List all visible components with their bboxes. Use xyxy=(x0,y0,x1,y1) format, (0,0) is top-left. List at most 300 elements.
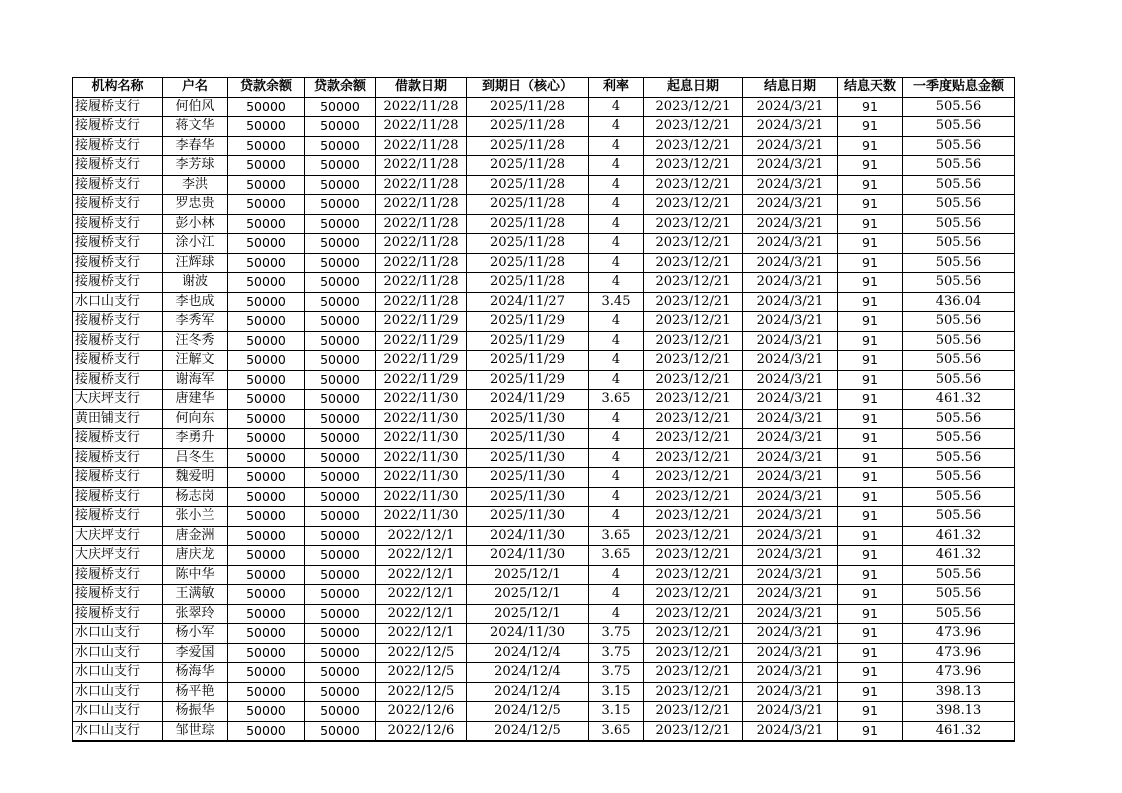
interest-start-cell: 2023/12/21 xyxy=(644,643,743,663)
table-row xyxy=(73,390,1015,410)
days-cell: 91 xyxy=(838,331,903,351)
interest-end-cell: 2024/3/21 xyxy=(743,370,838,390)
loan-date-cell: 2022/11/30 xyxy=(376,507,467,527)
rate-cell: 4 xyxy=(589,585,644,605)
days-cell: 91 xyxy=(838,468,903,488)
org-cell: 接履桥支行 xyxy=(73,565,163,585)
interest-end-cell: 2024/3/21 xyxy=(743,682,838,702)
interest-end-cell: 2024/3/21 xyxy=(743,273,838,293)
table-header xyxy=(73,78,1015,98)
maturity-date-cell: 2025/11/29 xyxy=(467,312,589,332)
account-name-cell: 何伯风 xyxy=(163,97,228,117)
subsidy-amount-cell: 505.56 xyxy=(903,565,1015,585)
loan-balance-cell: 50000 xyxy=(228,117,305,137)
loan-balance-2-cell: 50000 xyxy=(305,195,376,215)
rate-cell: 4 xyxy=(589,429,644,449)
loan-balance-cell: 50000 xyxy=(228,97,305,117)
maturity-date-cell: 2024/12/4 xyxy=(467,643,589,663)
rate-cell: 4 xyxy=(589,273,644,293)
loan-balance-2-cell: 50000 xyxy=(305,507,376,527)
loan-balance-2-cell: 50000 xyxy=(305,429,376,449)
loan-date-cell: 2022/11/30 xyxy=(376,429,467,449)
rate-cell: 4 xyxy=(589,175,644,195)
account-name-cell: 涂小江 xyxy=(163,234,228,254)
loan-balance-2-cell: 50000 xyxy=(305,468,376,488)
interest-end-cell: 2024/3/21 xyxy=(743,585,838,605)
interest-end-cell: 2024/3/21 xyxy=(743,565,838,585)
interest-end-cell: 2024/3/21 xyxy=(743,97,838,117)
account-name-cell: 汪解文 xyxy=(163,351,228,371)
maturity-date-cell: 2024/12/5 xyxy=(467,702,589,722)
rate-cell: 4 xyxy=(589,136,644,156)
interest-start-cell: 2023/12/21 xyxy=(644,585,743,605)
table-row xyxy=(73,331,1015,351)
loan-balance-cell: 50000 xyxy=(228,253,305,273)
col-header-interest-start: 起息日期 xyxy=(644,78,743,98)
interest-end-cell: 2024/3/21 xyxy=(743,117,838,137)
col-header-interest-end: 结息日期 xyxy=(743,78,838,98)
maturity-date-cell: 2024/12/5 xyxy=(467,721,589,741)
maturity-date-cell: 2025/11/28 xyxy=(467,156,589,176)
org-cell: 水口山支行 xyxy=(73,682,163,702)
loan-balance-cell: 50000 xyxy=(228,585,305,605)
rate-cell: 4 xyxy=(589,331,644,351)
days-cell: 91 xyxy=(838,253,903,273)
org-cell: 水口山支行 xyxy=(73,643,163,663)
maturity-date-cell: 2025/12/1 xyxy=(467,604,589,624)
table-row xyxy=(73,585,1015,605)
account-name-cell: 李也成 xyxy=(163,292,228,312)
subsidy-amount-cell: 505.56 xyxy=(903,604,1015,624)
loan-balance-2-cell: 50000 xyxy=(305,370,376,390)
loan-date-cell: 2022/12/1 xyxy=(376,624,467,644)
interest-start-cell: 2023/12/21 xyxy=(644,507,743,527)
col-header-days: 结息天数 xyxy=(838,78,903,98)
interest-start-cell: 2023/12/21 xyxy=(644,702,743,722)
rate-cell: 3.65 xyxy=(589,546,644,566)
subsidy-amount-cell: 473.96 xyxy=(903,624,1015,644)
days-cell: 91 xyxy=(838,117,903,137)
maturity-date-cell: 2025/11/28 xyxy=(467,175,589,195)
subsidy-amount-cell: 505.56 xyxy=(903,136,1015,156)
interest-end-cell: 2024/3/21 xyxy=(743,604,838,624)
col-header-rate: 利率 xyxy=(589,78,644,98)
loan-date-cell: 2022/11/28 xyxy=(376,214,467,234)
org-cell: 接履桥支行 xyxy=(73,97,163,117)
loan-balance-cell: 50000 xyxy=(228,429,305,449)
rate-cell: 4 xyxy=(589,370,644,390)
loan-balance-2-cell: 50000 xyxy=(305,117,376,137)
interest-end-cell: 2024/3/21 xyxy=(743,156,838,176)
loan-balance-cell: 50000 xyxy=(228,214,305,234)
account-name-cell: 陈中华 xyxy=(163,565,228,585)
interest-end-cell: 2024/3/21 xyxy=(743,409,838,429)
col-header-subsidy-amount: 一季度贴息金额 xyxy=(903,78,1015,98)
rate-cell: 3.75 xyxy=(589,643,644,663)
rate-cell: 4 xyxy=(589,214,644,234)
interest-start-cell: 2023/12/21 xyxy=(644,448,743,468)
subsidy-amount-cell: 505.56 xyxy=(903,195,1015,215)
loan-date-cell: 2022/11/29 xyxy=(376,312,467,332)
subsidy-amount-cell: 505.56 xyxy=(903,331,1015,351)
org-cell: 水口山支行 xyxy=(73,721,163,741)
maturity-date-cell: 2025/11/28 xyxy=(467,97,589,117)
subsidy-amount-cell: 505.56 xyxy=(903,370,1015,390)
loan-date-cell: 2022/12/1 xyxy=(376,526,467,546)
account-name-cell: 罗忠贵 xyxy=(163,195,228,215)
loan-date-cell: 2022/11/28 xyxy=(376,195,467,215)
interest-start-cell: 2023/12/21 xyxy=(644,370,743,390)
subsidy-amount-cell: 461.32 xyxy=(903,546,1015,566)
maturity-date-cell: 2025/11/30 xyxy=(467,409,589,429)
loan-balance-2-cell: 50000 xyxy=(305,253,376,273)
rate-cell: 4 xyxy=(589,312,644,332)
loan-date-cell: 2022/11/29 xyxy=(376,351,467,371)
maturity-date-cell: 2025/11/28 xyxy=(467,214,589,234)
interest-end-cell: 2024/3/21 xyxy=(743,526,838,546)
subsidy-amount-cell: 461.32 xyxy=(903,390,1015,410)
table-row xyxy=(73,156,1015,176)
days-cell: 91 xyxy=(838,273,903,293)
loan-balance-2-cell: 50000 xyxy=(305,175,376,195)
subsidy-amount-cell: 505.56 xyxy=(903,448,1015,468)
interest-end-cell: 2024/3/21 xyxy=(743,234,838,254)
days-cell: 91 xyxy=(838,351,903,371)
account-name-cell: 杨海华 xyxy=(163,663,228,683)
maturity-date-cell: 2025/12/1 xyxy=(467,565,589,585)
rate-cell: 4 xyxy=(589,507,644,527)
maturity-date-cell: 2024/11/30 xyxy=(467,624,589,644)
interest-start-cell: 2023/12/21 xyxy=(644,214,743,234)
table-row xyxy=(73,682,1015,702)
interest-start-cell: 2023/12/21 xyxy=(644,546,743,566)
days-cell: 91 xyxy=(838,546,903,566)
interest-end-cell: 2024/3/21 xyxy=(743,702,838,722)
days-cell: 91 xyxy=(838,721,903,741)
loan-date-cell: 2022/11/30 xyxy=(376,468,467,488)
subsidy-amount-cell: 398.13 xyxy=(903,682,1015,702)
table-row xyxy=(73,643,1015,663)
account-name-cell: 唐金洲 xyxy=(163,526,228,546)
days-cell: 91 xyxy=(838,487,903,507)
loan-balance-2-cell: 50000 xyxy=(305,156,376,176)
loan-balance-2-cell: 50000 xyxy=(305,292,376,312)
org-cell: 接履桥支行 xyxy=(73,195,163,215)
table-row xyxy=(73,97,1015,117)
subsidy-amount-cell: 505.56 xyxy=(903,117,1015,137)
org-cell: 接履桥支行 xyxy=(73,604,163,624)
subsidy-amount-cell: 505.56 xyxy=(903,351,1015,371)
account-name-cell: 杨小军 xyxy=(163,624,228,644)
loan-date-cell: 2022/11/28 xyxy=(376,117,467,137)
interest-end-cell: 2024/3/21 xyxy=(743,429,838,449)
org-cell: 水口山支行 xyxy=(73,624,163,644)
org-cell: 接履桥支行 xyxy=(73,448,163,468)
interest-start-cell: 2023/12/21 xyxy=(644,195,743,215)
subsidy-amount-cell: 505.56 xyxy=(903,175,1015,195)
table-row xyxy=(73,565,1015,585)
subsidy-amount-cell: 473.96 xyxy=(903,643,1015,663)
interest-start-cell: 2023/12/21 xyxy=(644,292,743,312)
table-row xyxy=(73,487,1015,507)
subsidy-amount-cell: 505.56 xyxy=(903,312,1015,332)
loan-balance-cell: 50000 xyxy=(228,292,305,312)
interest-start-cell: 2023/12/21 xyxy=(644,175,743,195)
account-name-cell: 杨志岗 xyxy=(163,487,228,507)
account-name-cell: 邹世琮 xyxy=(163,721,228,741)
interest-end-cell: 2024/3/21 xyxy=(743,390,838,410)
maturity-date-cell: 2025/11/30 xyxy=(467,507,589,527)
days-cell: 91 xyxy=(838,526,903,546)
org-cell: 接履桥支行 xyxy=(73,331,163,351)
rate-cell: 3.45 xyxy=(589,292,644,312)
rate-cell: 4 xyxy=(589,604,644,624)
col-header-maturity-date: 到期日（核心） xyxy=(467,78,589,98)
org-cell: 接履桥支行 xyxy=(73,156,163,176)
days-cell: 91 xyxy=(838,97,903,117)
account-name-cell: 唐庆龙 xyxy=(163,546,228,566)
col-header-org: 机构名称 xyxy=(73,78,163,98)
interest-start-cell: 2023/12/21 xyxy=(644,156,743,176)
loan-balance-2-cell: 50000 xyxy=(305,585,376,605)
table-row xyxy=(73,351,1015,371)
loan-balance-2-cell: 50000 xyxy=(305,97,376,117)
loan-balance-2-cell: 50000 xyxy=(305,214,376,234)
interest-start-cell: 2023/12/21 xyxy=(644,234,743,254)
rate-cell: 4 xyxy=(589,448,644,468)
rate-cell: 4 xyxy=(589,234,644,254)
loan-balance-cell: 50000 xyxy=(228,487,305,507)
days-cell: 91 xyxy=(838,585,903,605)
loan-balance-cell: 50000 xyxy=(228,312,305,332)
org-cell: 接履桥支行 xyxy=(73,468,163,488)
loan-date-cell: 2022/11/28 xyxy=(376,292,467,312)
header-row xyxy=(73,78,1015,98)
org-cell: 接履桥支行 xyxy=(73,429,163,449)
loan-balance-2-cell: 50000 xyxy=(305,390,376,410)
loan-date-cell: 2022/11/28 xyxy=(376,175,467,195)
subsidy-amount-cell: 505.56 xyxy=(903,214,1015,234)
account-name-cell: 谢海军 xyxy=(163,370,228,390)
interest-start-cell: 2023/12/21 xyxy=(644,253,743,273)
interest-end-cell: 2024/3/21 xyxy=(743,643,838,663)
loan-balance-cell: 50000 xyxy=(228,663,305,683)
interest-start-cell: 2023/12/21 xyxy=(644,565,743,585)
rate-cell: 3.65 xyxy=(589,721,644,741)
loan-balance-cell: 50000 xyxy=(228,351,305,371)
rate-cell: 4 xyxy=(589,97,644,117)
table-body xyxy=(73,97,1015,741)
loan-balance-cell: 50000 xyxy=(228,409,305,429)
loan-balance-cell: 50000 xyxy=(228,370,305,390)
org-cell: 大庆坪支行 xyxy=(73,526,163,546)
account-name-cell: 张小兰 xyxy=(163,507,228,527)
days-cell: 91 xyxy=(838,195,903,215)
table-row xyxy=(73,526,1015,546)
loan-date-cell: 2022/12/1 xyxy=(376,565,467,585)
loan-date-cell: 2022/12/1 xyxy=(376,604,467,624)
maturity-date-cell: 2025/11/28 xyxy=(467,195,589,215)
interest-end-cell: 2024/3/21 xyxy=(743,546,838,566)
maturity-date-cell: 2025/11/28 xyxy=(467,253,589,273)
col-header-loan-balance-2: 贷款余额 xyxy=(305,78,376,98)
loan-date-cell: 2022/11/30 xyxy=(376,448,467,468)
loan-date-cell: 2022/12/1 xyxy=(376,546,467,566)
loan-balance-cell: 50000 xyxy=(228,526,305,546)
loan-balance-2-cell: 50000 xyxy=(305,624,376,644)
maturity-date-cell: 2025/11/29 xyxy=(467,331,589,351)
interest-end-cell: 2024/3/21 xyxy=(743,663,838,683)
table-row xyxy=(73,136,1015,156)
loan-balance-2-cell: 50000 xyxy=(305,312,376,332)
loan-balance-2-cell: 50000 xyxy=(305,565,376,585)
maturity-date-cell: 2025/11/28 xyxy=(467,273,589,293)
maturity-date-cell: 2025/11/29 xyxy=(467,351,589,371)
account-name-cell: 汪辉球 xyxy=(163,253,228,273)
loan-balance-cell: 50000 xyxy=(228,273,305,293)
account-name-cell: 杨振华 xyxy=(163,702,228,722)
subsidy-amount-cell: 505.56 xyxy=(903,468,1015,488)
loan-balance-2-cell: 50000 xyxy=(305,682,376,702)
rate-cell: 3.15 xyxy=(589,682,644,702)
maturity-date-cell: 2024/12/4 xyxy=(467,663,589,683)
interest-start-cell: 2023/12/21 xyxy=(644,682,743,702)
org-cell: 水口山支行 xyxy=(73,702,163,722)
loan-balance-cell: 50000 xyxy=(228,195,305,215)
org-cell: 水口山支行 xyxy=(73,663,163,683)
col-header-account-name: 户名 xyxy=(163,78,228,98)
interest-start-cell: 2023/12/21 xyxy=(644,429,743,449)
interest-end-cell: 2024/3/21 xyxy=(743,195,838,215)
loan-balance-cell: 50000 xyxy=(228,624,305,644)
maturity-date-cell: 2024/11/30 xyxy=(467,526,589,546)
account-name-cell: 李洪 xyxy=(163,175,228,195)
table-row xyxy=(73,702,1015,722)
account-name-cell: 彭小林 xyxy=(163,214,228,234)
loan-balance-cell: 50000 xyxy=(228,507,305,527)
interest-start-cell: 2023/12/21 xyxy=(644,312,743,332)
days-cell: 91 xyxy=(838,429,903,449)
rate-cell: 3.75 xyxy=(589,624,644,644)
table-row xyxy=(73,604,1015,624)
loan-balance-2-cell: 50000 xyxy=(305,702,376,722)
rate-cell: 4 xyxy=(589,195,644,215)
table-row xyxy=(73,175,1015,195)
loan-balance-2-cell: 50000 xyxy=(305,526,376,546)
subsidy-amount-cell: 505.56 xyxy=(903,409,1015,429)
rate-cell: 3.15 xyxy=(589,702,644,722)
loan-date-cell: 2022/11/30 xyxy=(376,409,467,429)
org-cell: 接履桥支行 xyxy=(73,487,163,507)
rate-cell: 4 xyxy=(589,351,644,371)
table-row xyxy=(73,624,1015,644)
subsidy-amount-cell: 436.04 xyxy=(903,292,1015,312)
loan-date-cell: 2022/11/28 xyxy=(376,253,467,273)
interest-start-cell: 2023/12/21 xyxy=(644,97,743,117)
days-cell: 91 xyxy=(838,292,903,312)
account-name-cell: 李春华 xyxy=(163,136,228,156)
loan-balance-cell: 50000 xyxy=(228,565,305,585)
account-name-cell: 张翠玲 xyxy=(163,604,228,624)
interest-start-cell: 2023/12/21 xyxy=(644,409,743,429)
days-cell: 91 xyxy=(838,448,903,468)
loan-balance-2-cell: 50000 xyxy=(305,448,376,468)
loan-balance-2-cell: 50000 xyxy=(305,643,376,663)
col-header-loan-date: 借款日期 xyxy=(376,78,467,98)
rate-cell: 4 xyxy=(589,565,644,585)
interest-end-cell: 2024/3/21 xyxy=(743,721,838,741)
org-cell: 接履桥支行 xyxy=(73,312,163,332)
org-cell: 接履桥支行 xyxy=(73,585,163,605)
loan-date-cell: 2022/12/5 xyxy=(376,643,467,663)
table-row xyxy=(73,429,1015,449)
org-cell: 接履桥支行 xyxy=(73,234,163,254)
subsidy-amount-cell: 505.56 xyxy=(903,429,1015,449)
subsidy-amount-cell: 505.56 xyxy=(903,97,1015,117)
loan-balance-cell: 50000 xyxy=(228,234,305,254)
subsidy-amount-cell: 461.32 xyxy=(903,526,1015,546)
account-name-cell: 杨平艳 xyxy=(163,682,228,702)
maturity-date-cell: 2025/12/1 xyxy=(467,585,589,605)
loan-date-cell: 2022/12/6 xyxy=(376,702,467,722)
interest-start-cell: 2023/12/21 xyxy=(644,117,743,137)
days-cell: 91 xyxy=(838,604,903,624)
loan-balance-cell: 50000 xyxy=(228,175,305,195)
interest-end-cell: 2024/3/21 xyxy=(743,214,838,234)
org-cell: 水口山支行 xyxy=(73,292,163,312)
org-cell: 接履桥支行 xyxy=(73,273,163,293)
maturity-date-cell: 2024/11/29 xyxy=(467,390,589,410)
subsidy-amount-cell: 505.56 xyxy=(903,273,1015,293)
loan-date-cell: 2022/12/1 xyxy=(376,585,467,605)
account-name-cell: 吕冬生 xyxy=(163,448,228,468)
subsidy-amount-cell: 505.56 xyxy=(903,253,1015,273)
loan-subsidy-table xyxy=(72,77,1015,742)
maturity-date-cell: 2025/11/30 xyxy=(467,448,589,468)
maturity-date-cell: 2025/11/30 xyxy=(467,487,589,507)
maturity-date-cell: 2024/11/30 xyxy=(467,546,589,566)
subsidy-amount-cell: 473.96 xyxy=(903,663,1015,683)
col-header-loan-balance: 贷款余额 xyxy=(228,78,305,98)
interest-end-cell: 2024/3/21 xyxy=(743,312,838,332)
days-cell: 91 xyxy=(838,390,903,410)
table-row xyxy=(73,273,1015,293)
loan-date-cell: 2022/11/28 xyxy=(376,273,467,293)
org-cell: 接履桥支行 xyxy=(73,175,163,195)
subsidy-amount-cell: 505.56 xyxy=(903,156,1015,176)
loan-balance-cell: 50000 xyxy=(228,468,305,488)
loan-balance-2-cell: 50000 xyxy=(305,546,376,566)
rate-cell: 4 xyxy=(589,468,644,488)
table-row xyxy=(73,663,1015,683)
table-row xyxy=(73,409,1015,429)
table-row xyxy=(73,370,1015,390)
org-cell: 接履桥支行 xyxy=(73,351,163,371)
loan-balance-cell: 50000 xyxy=(228,390,305,410)
days-cell: 91 xyxy=(838,682,903,702)
subsidy-amount-cell: 505.56 xyxy=(903,487,1015,507)
account-name-cell: 谢波 xyxy=(163,273,228,293)
interest-end-cell: 2024/3/21 xyxy=(743,292,838,312)
loan-date-cell: 2022/11/28 xyxy=(376,156,467,176)
interest-end-cell: 2024/3/21 xyxy=(743,175,838,195)
loan-balance-cell: 50000 xyxy=(228,721,305,741)
maturity-date-cell: 2025/11/28 xyxy=(467,234,589,254)
maturity-date-cell: 2025/11/28 xyxy=(467,136,589,156)
interest-end-cell: 2024/3/21 xyxy=(743,468,838,488)
interest-start-cell: 2023/12/21 xyxy=(644,624,743,644)
days-cell: 91 xyxy=(838,702,903,722)
